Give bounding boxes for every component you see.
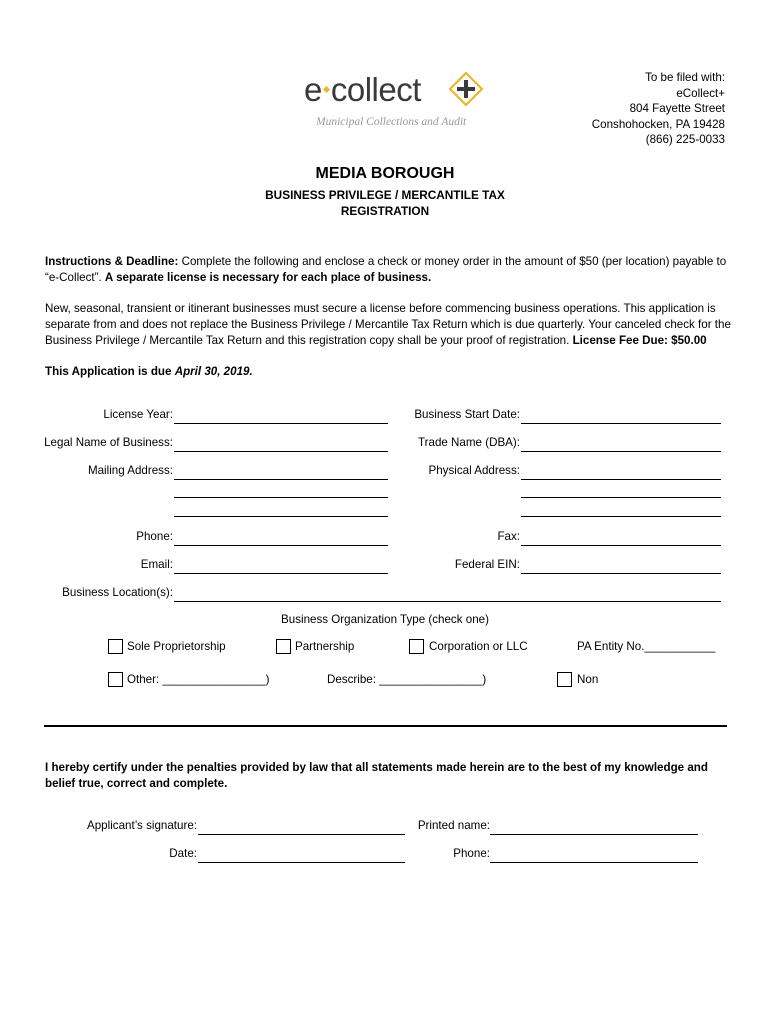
partnership-checkbox[interactable] (276, 639, 291, 654)
license-year-label: License Year: (103, 408, 173, 421)
license-year-field[interactable] (174, 423, 388, 424)
logo-dot (323, 86, 330, 93)
signature-phone-label: Phone: (453, 847, 490, 860)
applicant-signature-field[interactable] (198, 834, 405, 835)
physical-address-field-1[interactable] (521, 479, 721, 480)
due-prefix: This Application is due (45, 365, 175, 378)
municipality-title: MEDIA BOROUGH (315, 165, 455, 182)
instructions-paragraph (45, 254, 735, 286)
printed-name-field[interactable] (490, 834, 698, 835)
federal-ein-field[interactable] (521, 573, 721, 574)
logo-wordmark (304, 70, 421, 110)
instructions-label: Instructions & Deadline: (45, 255, 179, 268)
business-start-date-label: Business Start Date: (414, 408, 520, 421)
legal-name-label: Legal Name of Business: (44, 436, 173, 449)
filing-line: eCollect+ (676, 86, 725, 100)
logo-name: collect (330, 71, 421, 108)
federal-ein-label: Federal EIN: (454, 558, 520, 571)
mailing-address-label: Mailing Address: (87, 464, 173, 477)
business-locations-field[interactable] (174, 601, 721, 602)
mailing-address-field-1[interactable] (174, 479, 388, 480)
date-field[interactable] (198, 862, 405, 863)
email-label: Email: (140, 558, 173, 571)
mailing-address-field-3[interactable] (174, 516, 388, 517)
physical-address-field-3[interactable] (521, 516, 721, 517)
logo-tagline: Municipal Collections and Audit (316, 116, 467, 128)
corporation-llc-checkbox[interactable] (409, 639, 424, 654)
ecollect-logo (304, 68, 484, 134)
form-title-line1: BUSINESS PRIVILEGE / MERCANTILE TAX (265, 188, 505, 202)
filing-line: To be filed with: (645, 71, 725, 84)
filing-address (592, 70, 725, 148)
phone-label: Phone: (136, 530, 173, 543)
sole-proprietorship-label: Sole Proprietorship (127, 640, 226, 653)
partnership-label: Partnership (295, 640, 355, 653)
physical-address-field-2[interactable] (521, 497, 721, 498)
form-title (0, 187, 770, 219)
non-checkbox[interactable] (557, 672, 572, 687)
filing-line: (866) 225-0033 (645, 133, 725, 147)
fax-field[interactable] (521, 545, 721, 546)
corporation-llc-label: Corporation or LLC (429, 640, 528, 653)
email-field[interactable] (174, 573, 388, 574)
plus-diamond-icon (449, 72, 483, 106)
filing-line: 804 Fayette Street (629, 102, 725, 116)
business-start-date-field[interactable] (521, 423, 721, 424)
sole-proprietorship-checkbox[interactable] (108, 639, 123, 654)
fax-label: Fax: (497, 530, 520, 543)
printed-name-label: Printed name: (417, 819, 490, 832)
license-fee: License Fee Due: $50.00 (572, 333, 707, 347)
legal-name-field[interactable] (174, 451, 388, 452)
instructions-note: A separate license is necessary for each place of business. (104, 270, 432, 284)
physical-address-label: Physical Address: (428, 464, 520, 477)
logo-prefix: e (304, 71, 322, 108)
certification-statement: I hereby certify under the penalties provided by law that all statements made herein are to the best of my knowledge and belief true, correct and complete. (45, 761, 708, 790)
pa-entity-number-field[interactable]: PA Entity No.___________ (577, 640, 716, 653)
trade-name-field[interactable] (521, 451, 721, 452)
filing-line: Conshohocken, PA 19428 (591, 117, 725, 131)
phone-field[interactable] (174, 545, 388, 546)
due-date-line (45, 364, 735, 380)
describe-field[interactable]: Describe: ________________) (327, 673, 487, 686)
notice-paragraph (45, 301, 735, 348)
section-divider (44, 725, 727, 727)
instructions-text: Complete the following and enclose a check or money order in the amount of $50 (per location) payable to “e-Collect”. (45, 255, 727, 284)
other-checkbox[interactable] (108, 672, 123, 687)
date-label: Date: (169, 847, 197, 860)
mailing-address-field-2[interactable] (174, 497, 388, 498)
org-type-heading: Business Organization Type (check one) (281, 613, 489, 626)
notice-text: New, seasonal, transient or itinerant businesses must secure a license before commencing business operations. This application is separate from and does not replace the Business Privilege / Mercantile Tax Return which is due quarterly. Your canceled check for the Business Privilege / Mercantile Tax Return and this registration copy shall be your proof of registration. (45, 302, 731, 347)
non-label: Non (577, 673, 599, 686)
trade-name-label: Trade Name (DBA): (417, 436, 520, 449)
applicant-signature-label: Applicant’s signature: (87, 819, 197, 832)
business-locations-label: Business Location(s): (62, 586, 173, 599)
due-date: April 30, 2019. (174, 365, 253, 378)
other-field[interactable]: Other: ________________) (127, 673, 270, 686)
form-title-line2: REGISTRATION (340, 204, 430, 218)
signature-phone-field[interactable] (490, 862, 698, 863)
